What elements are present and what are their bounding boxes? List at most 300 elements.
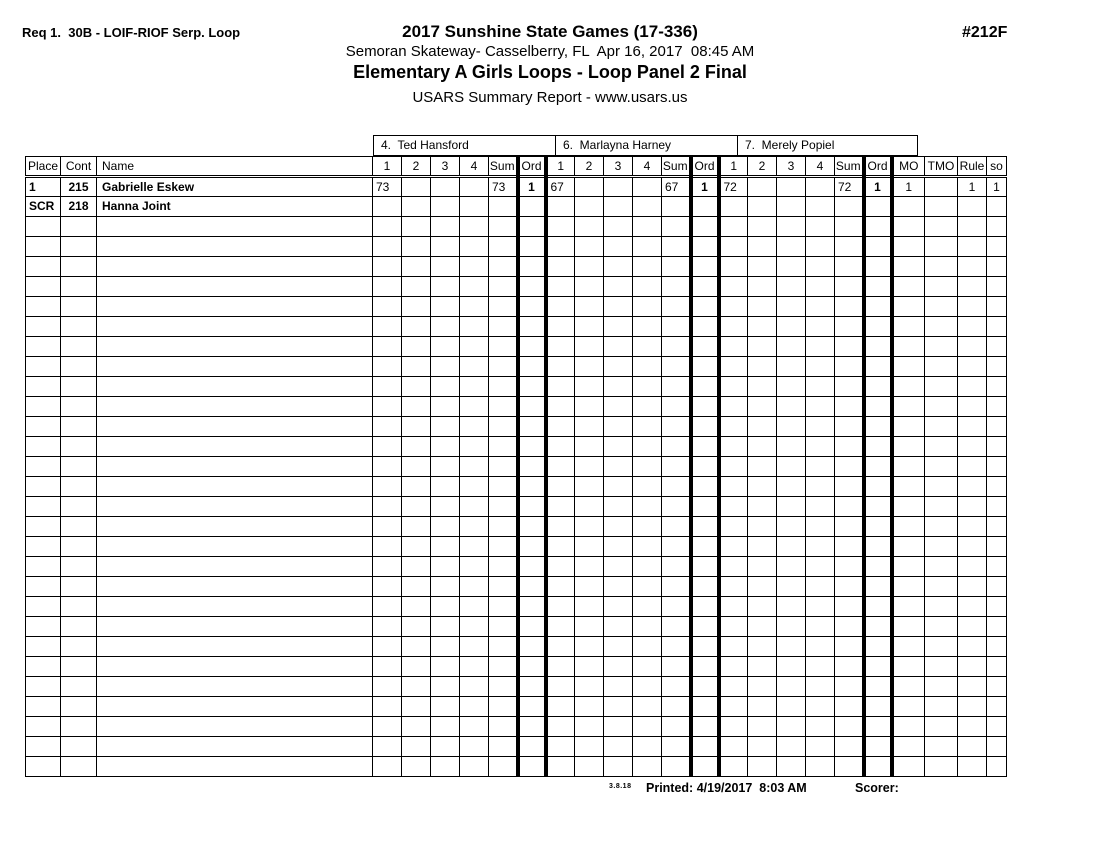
table-cell <box>97 657 373 677</box>
table-cell <box>460 477 489 497</box>
table-cell <box>806 357 835 377</box>
table-cell: 73 <box>373 177 402 197</box>
table-cell <box>835 457 864 477</box>
table-row <box>26 317 1007 337</box>
table-cell <box>958 377 987 397</box>
printed-label: Printed: 4/19/2017 8:03 AM <box>646 781 807 795</box>
table-cell <box>691 517 719 537</box>
table-cell <box>777 437 806 457</box>
table-cell <box>691 337 719 357</box>
table-cell <box>518 497 546 517</box>
table-cell <box>806 377 835 397</box>
table-cell <box>748 597 777 617</box>
table-cell <box>460 577 489 597</box>
table-row <box>26 717 1007 737</box>
table-cell <box>575 217 604 237</box>
table-cell <box>719 437 748 457</box>
table-cell <box>97 297 373 317</box>
table-cell <box>987 377 1007 397</box>
table-cell <box>61 517 97 537</box>
table-cell <box>518 257 546 277</box>
table-cell <box>748 357 777 377</box>
table-cell <box>546 617 575 637</box>
table-cell <box>864 257 892 277</box>
table-cell <box>373 597 402 617</box>
table-cell <box>892 757 925 777</box>
table-row <box>26 257 1007 277</box>
table-cell <box>431 697 460 717</box>
table-row <box>26 217 1007 237</box>
table-cell <box>835 497 864 517</box>
table-cell <box>691 737 719 757</box>
table-cell <box>633 237 662 257</box>
table-cell <box>662 297 691 317</box>
table-cell <box>987 337 1007 357</box>
table-cell <box>61 657 97 677</box>
table-cell <box>460 697 489 717</box>
table-cell <box>987 497 1007 517</box>
table-cell <box>402 617 431 637</box>
table-cell <box>691 477 719 497</box>
table-cell <box>604 257 633 277</box>
table-cell <box>489 697 518 717</box>
report-type-line: USARS Summary Report - www.usars.us <box>412 89 688 106</box>
table-cell <box>97 477 373 497</box>
table-cell <box>806 697 835 717</box>
table-cell <box>633 697 662 717</box>
table-cell <box>26 517 61 537</box>
table-cell <box>518 577 546 597</box>
table-cell <box>691 437 719 457</box>
table-cell <box>575 497 604 517</box>
table-cell <box>373 717 402 737</box>
table-cell <box>691 657 719 677</box>
table-cell <box>26 757 61 777</box>
table-cell <box>987 657 1007 677</box>
table-cell <box>97 217 373 237</box>
table-cell <box>925 577 958 597</box>
column-header: 4 <box>806 157 835 177</box>
table-cell <box>748 677 777 697</box>
table-cell <box>489 597 518 617</box>
table-cell <box>691 717 719 737</box>
table-cell <box>806 317 835 337</box>
table-cell <box>575 457 604 477</box>
table-cell <box>892 317 925 337</box>
column-header: 1 <box>373 157 402 177</box>
table-cell <box>373 197 402 217</box>
table-cell <box>835 277 864 297</box>
table-cell <box>604 297 633 317</box>
table-cell <box>373 677 402 697</box>
table-cell <box>987 437 1007 457</box>
table-cell <box>633 537 662 557</box>
table-cell <box>575 437 604 457</box>
table-cell <box>835 737 864 757</box>
table-cell <box>806 177 835 197</box>
table-cell <box>546 697 575 717</box>
table-cell <box>604 557 633 577</box>
table-cell <box>489 377 518 397</box>
table-cell <box>604 717 633 737</box>
table-cell <box>806 497 835 517</box>
table-cell <box>777 357 806 377</box>
table-cell <box>604 757 633 777</box>
table-cell <box>431 757 460 777</box>
table-cell <box>777 377 806 397</box>
table-cell <box>864 637 892 657</box>
table-cell <box>691 757 719 777</box>
table-cell <box>518 617 546 637</box>
table-cell <box>373 557 402 577</box>
table-cell <box>604 377 633 397</box>
table-cell <box>546 377 575 397</box>
table-cell <box>489 537 518 557</box>
table-cell <box>546 757 575 777</box>
table-cell <box>835 577 864 597</box>
table-cell <box>633 557 662 577</box>
table-cell <box>777 197 806 217</box>
table-cell <box>925 217 958 237</box>
table-cell <box>97 437 373 457</box>
table-cell <box>892 537 925 557</box>
table-cell <box>958 517 987 537</box>
table-cell <box>431 297 460 317</box>
table-cell: 1 <box>864 177 892 197</box>
table-cell <box>518 657 546 677</box>
table-cell <box>958 677 987 697</box>
table-cell <box>662 257 691 277</box>
table-cell <box>460 717 489 737</box>
table-cell <box>489 617 518 637</box>
table-cell <box>431 457 460 477</box>
table-cell <box>633 717 662 737</box>
table-cell <box>431 517 460 537</box>
table-cell <box>748 457 777 477</box>
header-row <box>26 157 1007 177</box>
table-cell <box>26 297 61 317</box>
column-header: Ord <box>518 157 546 177</box>
table-cell <box>97 737 373 757</box>
table-cell <box>719 297 748 317</box>
table-cell <box>777 737 806 757</box>
table-cell <box>777 217 806 237</box>
table-cell <box>604 577 633 597</box>
table-cell <box>489 437 518 457</box>
table-row <box>26 597 1007 617</box>
table-cell <box>633 457 662 477</box>
table-row <box>26 557 1007 577</box>
column-header: Rule <box>958 157 987 177</box>
table-cell <box>489 197 518 217</box>
table-cell <box>575 397 604 417</box>
table-cell <box>892 517 925 537</box>
table-cell <box>864 657 892 677</box>
column-header: MO <box>892 157 925 177</box>
table-cell <box>518 597 546 617</box>
table-cell <box>518 197 546 217</box>
table-cell <box>575 677 604 697</box>
table-cell <box>806 477 835 497</box>
table-cell <box>864 237 892 257</box>
table-cell <box>719 397 748 417</box>
table-cell <box>97 277 373 297</box>
table-cell <box>777 277 806 297</box>
table-cell: 73 <box>489 177 518 197</box>
table-cell <box>489 557 518 577</box>
table-cell <box>460 297 489 317</box>
table-cell <box>546 417 575 437</box>
table-cell <box>460 177 489 197</box>
table-cell <box>460 637 489 657</box>
table-cell <box>806 597 835 617</box>
table-cell <box>489 517 518 537</box>
results-table <box>25 156 1007 777</box>
table-cell <box>61 697 97 717</box>
table-cell <box>546 277 575 297</box>
table-cell <box>925 317 958 337</box>
table-cell <box>431 537 460 557</box>
table-cell <box>26 557 61 577</box>
table-cell <box>662 697 691 717</box>
table-cell <box>546 477 575 497</box>
table-cell <box>892 497 925 517</box>
table-cell <box>61 397 97 417</box>
table-cell <box>691 677 719 697</box>
table-cell <box>97 517 373 537</box>
table-cell <box>604 637 633 657</box>
table-cell <box>575 617 604 637</box>
table-row <box>26 577 1007 597</box>
table-cell <box>719 517 748 537</box>
table-cell <box>97 377 373 397</box>
table-cell <box>748 617 777 637</box>
table-cell <box>460 557 489 577</box>
table-cell <box>864 297 892 317</box>
table-cell <box>806 297 835 317</box>
table-cell <box>958 757 987 777</box>
table-cell: 1 <box>987 177 1007 197</box>
table-cell <box>26 597 61 617</box>
table-cell <box>864 197 892 217</box>
table-cell <box>892 277 925 297</box>
table-cell <box>777 757 806 777</box>
table-cell <box>748 577 777 597</box>
table-cell <box>691 577 719 597</box>
table-cell <box>892 297 925 317</box>
table-cell <box>691 297 719 317</box>
table-cell <box>402 237 431 257</box>
column-header: TMO <box>925 157 958 177</box>
table-cell <box>748 317 777 337</box>
table-cell <box>835 717 864 737</box>
table-cell <box>719 477 748 497</box>
table-cell <box>546 517 575 537</box>
table-cell <box>777 637 806 657</box>
table-cell <box>460 197 489 217</box>
table-cell <box>604 337 633 357</box>
table-cell <box>575 557 604 577</box>
table-row <box>26 197 1007 217</box>
table-cell <box>958 577 987 597</box>
table-cell <box>97 697 373 717</box>
table-cell <box>402 717 431 737</box>
table-cell <box>489 217 518 237</box>
table-cell <box>806 197 835 217</box>
table-cell <box>575 657 604 677</box>
table-cell <box>691 397 719 417</box>
table-cell <box>604 437 633 457</box>
table-cell <box>691 457 719 477</box>
table-row <box>26 537 1007 557</box>
table-cell <box>575 417 604 437</box>
table-cell <box>864 537 892 557</box>
table-cell <box>925 457 958 477</box>
column-header: so <box>987 157 1007 177</box>
table-cell <box>748 657 777 677</box>
table-cell <box>748 737 777 757</box>
table-cell <box>719 497 748 517</box>
table-cell <box>925 277 958 297</box>
table-cell <box>892 477 925 497</box>
table-cell <box>748 397 777 417</box>
table-cell <box>864 397 892 417</box>
table-cell <box>97 357 373 377</box>
table-cell <box>402 197 431 217</box>
table-cell <box>575 697 604 717</box>
table-cell <box>604 677 633 697</box>
table-cell <box>633 637 662 657</box>
table-cell <box>835 417 864 437</box>
table-cell <box>987 317 1007 337</box>
table-cell <box>26 697 61 717</box>
table-row <box>26 517 1007 537</box>
table-cell <box>925 177 958 197</box>
table-cell <box>835 757 864 777</box>
table-cell <box>546 497 575 517</box>
table-cell <box>460 237 489 257</box>
table-cell <box>958 257 987 277</box>
table-cell <box>987 517 1007 537</box>
table-cell: 215 <box>61 177 97 197</box>
table-cell: 1 <box>892 177 925 197</box>
table-cell <box>662 417 691 437</box>
table-cell <box>633 297 662 317</box>
table-cell <box>431 497 460 517</box>
table-cell <box>835 237 864 257</box>
table-cell <box>719 537 748 557</box>
table-cell <box>373 337 402 357</box>
table-cell <box>958 337 987 357</box>
table-cell <box>431 357 460 377</box>
table-cell <box>958 617 987 637</box>
table-cell <box>575 237 604 257</box>
table-cell <box>662 617 691 637</box>
table-cell <box>431 597 460 617</box>
table-cell <box>61 297 97 317</box>
table-cell <box>835 437 864 457</box>
table-cell <box>489 397 518 417</box>
table-cell <box>633 417 662 437</box>
table-cell <box>575 577 604 597</box>
table-cell <box>575 477 604 497</box>
table-cell <box>633 517 662 537</box>
table-cell <box>662 497 691 517</box>
table-cell <box>61 477 97 497</box>
table-cell <box>575 757 604 777</box>
column-header: 3 <box>604 157 633 177</box>
table-cell <box>518 517 546 537</box>
table-cell <box>691 197 719 217</box>
table-cell <box>864 757 892 777</box>
table-cell <box>864 697 892 717</box>
table-cell <box>97 457 373 477</box>
table-cell <box>925 197 958 217</box>
table-cell <box>958 497 987 517</box>
table-cell <box>633 477 662 497</box>
table-cell <box>958 457 987 477</box>
table-cell <box>748 237 777 257</box>
table-cell <box>958 737 987 757</box>
table-cell <box>806 397 835 417</box>
column-header: 1 <box>719 157 748 177</box>
table-row <box>26 617 1007 637</box>
table-cell <box>61 417 97 437</box>
table-cell <box>373 637 402 657</box>
table-cell <box>864 277 892 297</box>
table-cell <box>633 437 662 457</box>
table-cell <box>777 297 806 317</box>
table-cell <box>373 737 402 757</box>
table-cell <box>958 217 987 237</box>
table-cell <box>26 337 61 357</box>
table-cell <box>489 757 518 777</box>
table-cell <box>26 377 61 397</box>
table-cell <box>402 217 431 237</box>
table-cell <box>835 537 864 557</box>
table-cell <box>431 257 460 277</box>
table-cell <box>958 637 987 657</box>
table-cell <box>431 557 460 577</box>
table-cell <box>925 237 958 257</box>
table-cell <box>61 597 97 617</box>
table-cell <box>958 597 987 617</box>
table-cell <box>546 737 575 757</box>
table-cell <box>575 717 604 737</box>
table-cell <box>806 617 835 637</box>
table-cell <box>518 757 546 777</box>
table-cell <box>61 437 97 457</box>
table-cell <box>958 477 987 497</box>
table-cell <box>518 677 546 697</box>
table-cell <box>748 217 777 237</box>
table-cell <box>719 637 748 657</box>
table-cell <box>61 537 97 557</box>
column-header: 2 <box>575 157 604 177</box>
table-row <box>26 737 1007 757</box>
table-cell <box>518 217 546 237</box>
table-cell <box>835 337 864 357</box>
table-cell <box>925 517 958 537</box>
table-cell <box>691 277 719 297</box>
table-cell <box>402 497 431 517</box>
table-row <box>26 297 1007 317</box>
table-cell <box>575 597 604 617</box>
table-cell <box>958 417 987 437</box>
table-cell <box>835 257 864 277</box>
table-cell <box>892 677 925 697</box>
table-cell <box>26 457 61 477</box>
